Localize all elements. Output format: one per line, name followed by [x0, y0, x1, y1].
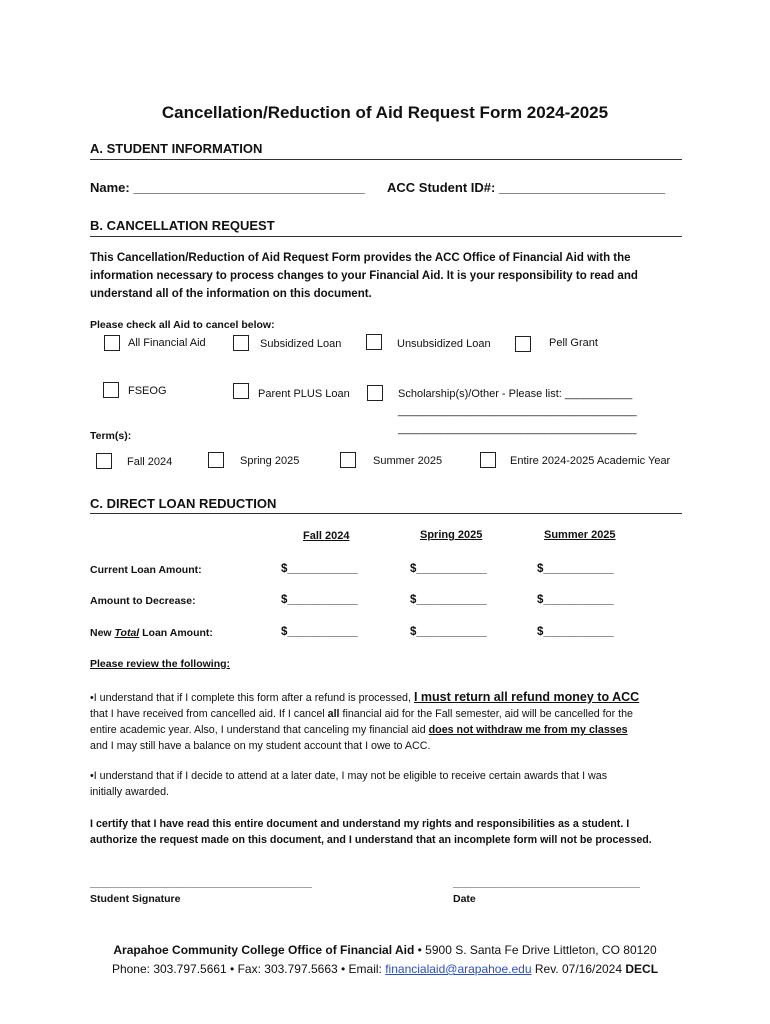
decrease-label: Amount to Decrease: — [90, 595, 196, 607]
review-line — [90, 689, 690, 706]
terms-label: Term(s): — [90, 430, 132, 442]
review-bullet-1 — [90, 689, 690, 754]
footer-line-1 — [0, 943, 770, 957]
fseog-checkbox[interactable] — [103, 382, 119, 398]
new-total-spring-field[interactable]: $___________ — [410, 626, 487, 638]
summer-term-label: Summer 2025 — [373, 455, 443, 467]
review-emphasis: all — [327, 708, 340, 720]
column-header-spring: Spring 2025 — [420, 529, 483, 541]
new-total-label — [90, 627, 213, 639]
review-line: initially awarded. — [90, 786, 170, 798]
entire-year-label: Entire 2024-2025 Academic Year — [510, 455, 671, 467]
review-text: that I have received from cancelled aid. If I cancel — [90, 708, 328, 720]
intro-line: information necessary to process changes to your Financial Aid. It is your responsibility to read and — [90, 270, 638, 282]
intro-paragraph — [90, 249, 690, 303]
section-a-rule — [90, 159, 682, 160]
all-aid-checkbox[interactable] — [104, 335, 120, 351]
subsidized-label: Subsidized Loan — [260, 338, 342, 350]
fseog-label: FSEOG — [128, 385, 167, 397]
spring-term-checkbox[interactable] — [208, 452, 224, 468]
new-total-prefix: New — [90, 627, 115, 639]
decrease-fall-field[interactable]: $___________ — [281, 594, 358, 606]
spring-term-label: Spring 2025 — [240, 455, 300, 467]
entire-year-checkbox[interactable] — [480, 452, 496, 468]
certification-line: authorize the request made on this document, and I understand that an incomplete form will not be processed. — [90, 834, 652, 846]
all-aid-label: All Financial Aid — [128, 337, 206, 349]
signature-label: Student Signature — [90, 893, 181, 905]
fall-term-checkbox[interactable] — [96, 453, 112, 469]
section-b-rule — [90, 236, 682, 237]
review-bullet-2 — [90, 768, 690, 800]
footer-address: • 5900 S. Santa Fe Drive Littleton, CO 80120 — [414, 943, 657, 957]
footer-email-link[interactable]: financialaid@arapahoe.edu — [385, 962, 532, 976]
section-a-heading: A. STUDENT INFORMATION — [90, 141, 263, 156]
fall-term-label: Fall 2024 — [127, 456, 173, 468]
certification-paragraph — [90, 816, 690, 848]
scholarship-label: Scholarship(s)/Other - Please list: ___________ — [398, 388, 633, 400]
section-b-heading: B. CANCELLATION REQUEST — [90, 218, 275, 233]
certification-line: I certify that I have read this entire document and understand my rights and responsibilities as a student. I — [90, 818, 630, 830]
scholarship-line[interactable]: _______________________________________ — [398, 405, 637, 417]
review-emphasis: I must return all refund money to ACC — [413, 690, 640, 704]
check-prompt: Please check all Aid to cancel below: — [90, 319, 275, 331]
subsidized-checkbox[interactable] — [233, 335, 249, 351]
column-header-summer: Summer 2025 — [544, 529, 616, 541]
review-line: and I may still have a balance on my student account that I owe to ACC. — [90, 740, 431, 752]
name-field[interactable]: Name: ________________________________ — [90, 180, 365, 195]
current-loan-spring-field[interactable]: $___________ — [410, 563, 487, 575]
new-total-emphasis: Total — [114, 627, 140, 639]
unsubsidized-label: Unsubsidized Loan — [397, 338, 491, 350]
parent-plus-label: Parent PLUS Loan — [258, 388, 350, 400]
student-id-field[interactable]: ACC Student ID#: _______________________ — [387, 180, 666, 195]
intro-line: understand all of the information on this document. — [90, 288, 372, 300]
scholarship-line[interactable]: _______________________________________ — [398, 423, 637, 435]
signature-line[interactable]: ______________________________________ — [90, 877, 312, 889]
new-total-summer-field[interactable]: $___________ — [537, 626, 614, 638]
section-c-rule — [90, 513, 682, 514]
decrease-summer-field[interactable]: $___________ — [537, 594, 614, 606]
current-loan-summer-field[interactable]: $___________ — [537, 563, 614, 575]
section-c-heading: C. DIRECT LOAN REDUCTION — [90, 496, 277, 511]
date-label: Date — [453, 893, 476, 905]
decrease-spring-field[interactable]: $___________ — [410, 594, 487, 606]
unsubsidized-checkbox[interactable] — [366, 334, 382, 350]
new-total-fall-field[interactable]: $___________ — [281, 626, 358, 638]
current-loan-fall-field[interactable]: $___________ — [281, 563, 358, 575]
pell-checkbox[interactable] — [515, 336, 531, 352]
review-line — [90, 706, 690, 722]
new-total-suffix: Loan Amount: — [139, 627, 213, 639]
scholarship-checkbox[interactable] — [367, 385, 383, 401]
parent-plus-checkbox[interactable] — [233, 383, 249, 399]
review-line — [90, 722, 690, 738]
review-text: financial aid for the Fall semester, aid will be cancelled for the — [339, 708, 633, 720]
footer-contact: Phone: 303.797.5661 • Fax: 303.797.5663 • Email: — [111, 962, 386, 976]
footer-revision: Rev. 07/16/2024 — [531, 962, 626, 976]
summer-term-checkbox[interactable] — [340, 452, 356, 468]
date-line[interactable]: ________________________________ — [453, 877, 640, 889]
review-text: •I understand that if I complete this form after a refund is processed, — [90, 692, 414, 704]
review-heading: Please review the following: — [90, 658, 231, 670]
pell-label: Pell Grant — [549, 337, 598, 349]
page-title: Cancellation/Reduction of Aid Request Form 2024-2025 — [161, 103, 609, 122]
footer-office: Arapahoe Community College Office of Financial Aid — [113, 943, 415, 957]
current-loan-label: Current Loan Amount: — [90, 564, 202, 576]
footer-form-code: DECL — [625, 962, 659, 976]
footer-line-2 — [0, 962, 770, 976]
review-text: entire academic year. Also, I understand that canceling my financial aid — [90, 724, 429, 736]
review-line: •I understand that if I decide to attend at a later date, I may not be eligible to receive certain awards that I was — [90, 770, 608, 782]
intro-line: This Cancellation/Reduction of Aid Request Form provides the ACC Office of Financial Aid with the — [90, 252, 631, 264]
column-header-fall: Fall 2024 — [303, 530, 350, 542]
review-emphasis: does not withdraw me from my classes — [428, 724, 628, 736]
